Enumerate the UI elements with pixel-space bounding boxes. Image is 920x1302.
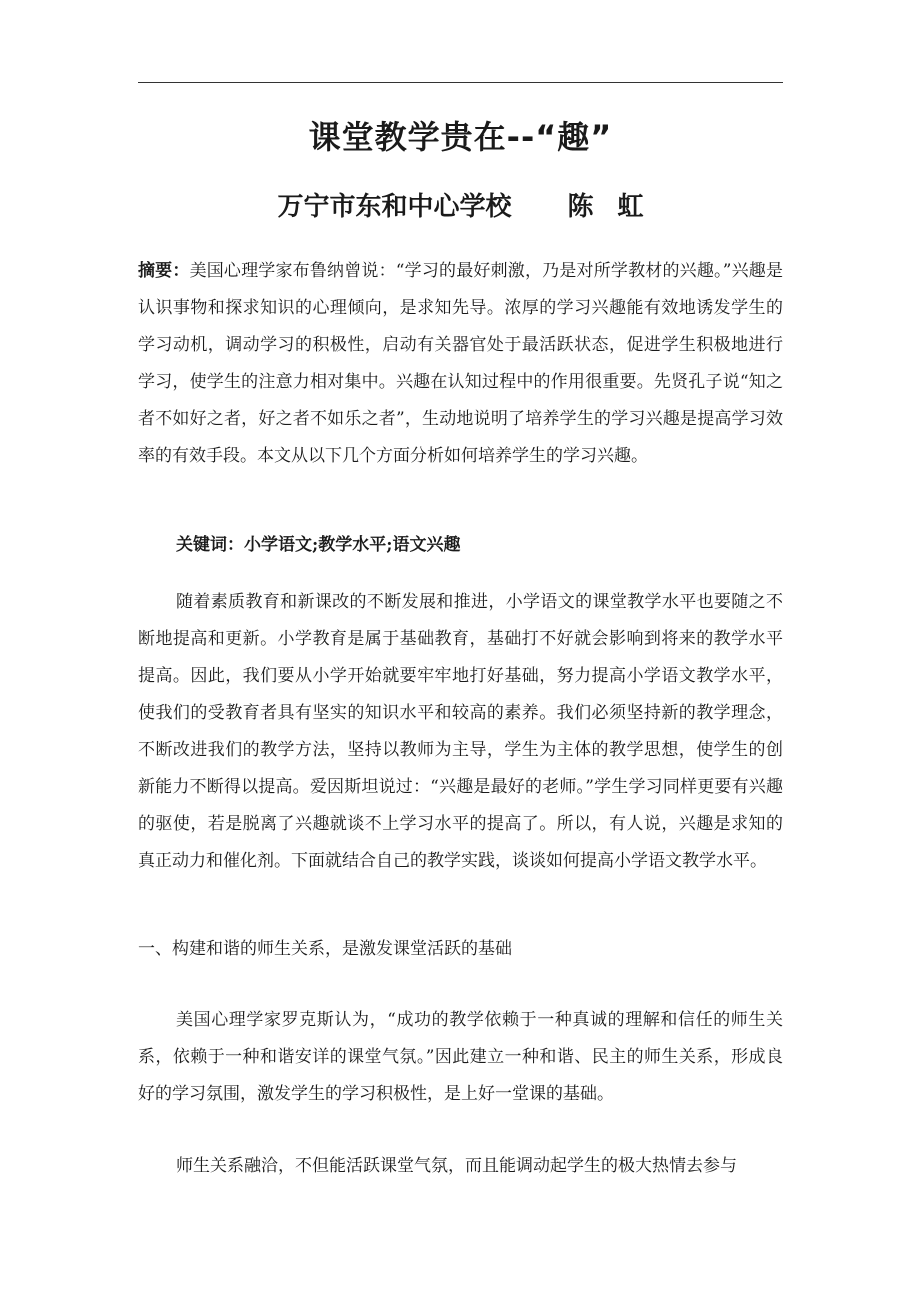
body-paragraph-1: 随着素质教育和新课改的不断发展和推进，小学语文的课堂教学水平也要随之不断地提高和更新。小学教育是属于基础教育，基础打不好就会影响到将来的教学水平提高。因此，我们要从小学开始就要牢牢地打好基础，努力提高小学语文教学水平，使我们的受教育者具有坚实的知识水平和较高的素养。我们必须坚持新的教学理念，不断改进我们的教学方法，坚持以教师为主导，学生为主体的教学思想，使学生的创新能力不断得以提高。爱因斯坦说过：“兴趣是最好的老师。”学生学习同样更要有兴趣的驱使，若是脱离了兴趣就谈不上学习水平的提高了。所以，有人说，兴趣是求知的真正动力和催化剂。下面就结合自己的教学实践，谈谈如何提高小学语文教学水平。 xyxy=(138,592,783,871)
body-paragraph-2: 美国心理学家罗克斯认为，“成功的教学依赖于一种真诚的理解和信任的师生关系，依赖于一种和谐安详的课堂气氛。”因此建立一种和谐、民主的师生关系，形成良好的学习氛围，激发学生的学习积极性，是上好一堂课的基础。 xyxy=(138,1010,783,1104)
author-name-part1: 陈 xyxy=(567,192,594,222)
header-rule xyxy=(138,82,783,83)
author-school: 万宁市东和中心学校 xyxy=(277,192,512,222)
section-heading-1: 一、构建和谐的师生关系，是激发课堂活跃的基础 xyxy=(138,939,512,959)
author-name-part2: 虹 xyxy=(617,192,644,222)
document-page xyxy=(138,0,783,1302)
keywords-text: 小学语文;教学水平;语文兴趣 xyxy=(244,535,461,555)
abstract-text: 美国心理学家布鲁纳曾说：“学习的最好刺激，乃是对所学教材的兴趣。”兴趣是认识事物和探求知识的心理倾向，是求知先导。浓厚的学习兴趣能有效地诱发学生的学习动机，调动学习的积极性，启动有关器官处于最活跃状态，促进学生积极地进行学习，使学生的注意力相对集中。兴趣在认知过程中的作用很重要。先贤孔子说“知之者不如好之者，好之者不如乐之者”，生动地说明了培养学生的学习兴趣是提高学习效率的有效手段。本文从以下几个方面分析如何培养学生的学习兴趣。 xyxy=(138,261,783,466)
document-title: 课堂教学贵在--“趣” xyxy=(308,118,613,156)
body-paragraph-3: 师生关系融洽，不但能活跃课堂气氛，而且能调动起学生的极大热情去参与 xyxy=(176,1156,737,1176)
author-line xyxy=(138,184,783,230)
abstract-paragraph xyxy=(138,253,783,475)
keywords-paragraph xyxy=(138,527,783,564)
abstract-label: 摘要： xyxy=(138,261,190,281)
keywords-label: 关键词： xyxy=(176,535,244,555)
